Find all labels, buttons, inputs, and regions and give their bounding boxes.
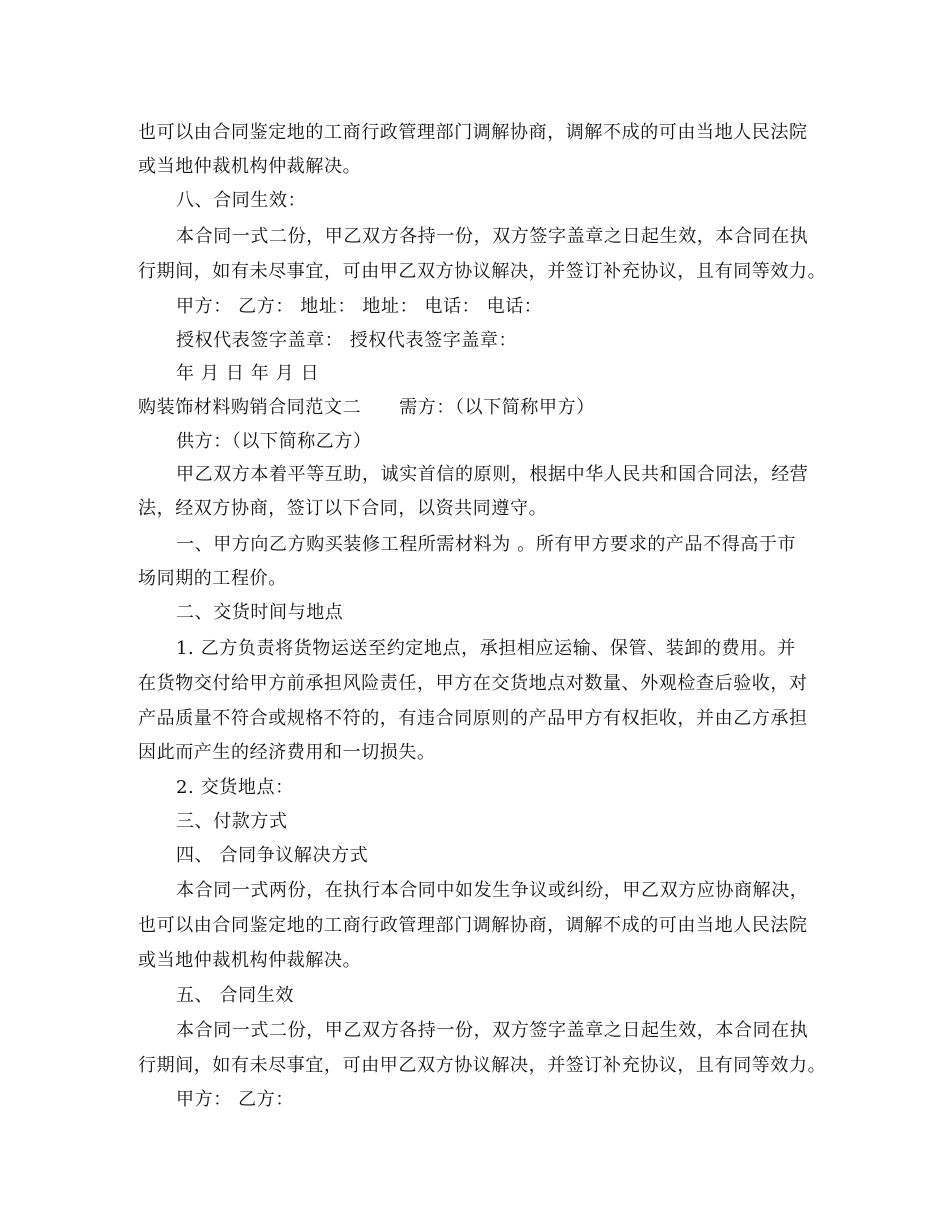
text-line: 因此而产生的经济费用和一切损失。 [138, 742, 436, 763]
text-line: 也可以由合同鉴定地的工商行政管理部门调解协商，调解不成的可由当地人民法院 [138, 915, 808, 936]
text-line: 或当地仲裁机构仲裁解决。 [138, 156, 362, 177]
text-line: 甲乙双方本着平等互助，诚实首信的原则，根据中华人民共和国合同法，经营 [176, 464, 809, 485]
text-line: 或当地仲裁机构仲裁解决。 [138, 950, 362, 971]
text-line: 产品质量不符合或规格不符的，有违合同原则的产品甲方有权拒收，并由乙方承担 [138, 708, 808, 729]
text-line: 在货物交付给甲方前承担风险责任，甲方在交货地点对数量、外观检查后验收，对 [138, 673, 808, 694]
seller-label: 供方：（以下简称乙方） [176, 431, 372, 452]
date-fields: 年 月 日 年 月 日 [176, 363, 320, 384]
section-heading: 八、合同生效： [176, 190, 307, 211]
contract-title: 购装饰材料购销合同范文二 [138, 397, 362, 418]
text-line: 本合同一式二份，甲乙双方各持一份，双方签字盖章之日起生效，本合同在执 [176, 226, 809, 247]
contract-title-line [138, 397, 818, 419]
text-line: 本合同一式二份，甲乙双方各持一份，双方签字盖章之日起生效，本合同在执 [176, 1020, 809, 1041]
signature-fields: 甲方： 乙方： 地址： 地址： 电话： 电话： [176, 296, 543, 317]
text-line: 法，经双方协商，签订以下合同，以资共同遵守。 [138, 498, 548, 519]
text-line: 也可以由合同鉴定地的工商行政管理部门调解协商，调解不成的可由当地人民法院 [138, 122, 808, 143]
signature-fields: 甲方： 乙方： [176, 1089, 294, 1110]
text-line: 场同期的工程价。 [138, 568, 287, 589]
section-heading: 三、付款方式 [176, 811, 288, 832]
text-line: 行期间，如有未尽事宜，可由甲乙双方协议解决，并签订补充协议，且有同等效力。 [138, 1055, 827, 1076]
section-heading: 五、 合同生效 [176, 985, 294, 1006]
section-heading: 二、交货时间与地点 [176, 602, 344, 623]
buyer-label: 需方：（以下简称甲方） [399, 397, 595, 418]
text-line: 行期间，如有未尽事宜，可由甲乙双方协议解决，并签订补充协议，且有同等效力。 [138, 261, 827, 282]
text-line: 1. 乙方负责将货物运送至约定地点，承担相应运输、保管、装卸的费用。并 [176, 638, 796, 659]
section-heading: 四、 合同争议解决方式 [176, 845, 369, 866]
signature-fields: 授权代表签字盖章： 授权代表签字盖章： [176, 330, 518, 351]
text-line: 一、甲方向乙方购买装修工程所需材料为 。所有甲方要求的产品不得高于市 [176, 534, 797, 555]
text-line: 2. 交货地点： [176, 777, 294, 798]
text-line: 本合同一式两份，在执行本合同中如发生争议或纠纷，甲乙双方应协商解决， [176, 880, 809, 901]
